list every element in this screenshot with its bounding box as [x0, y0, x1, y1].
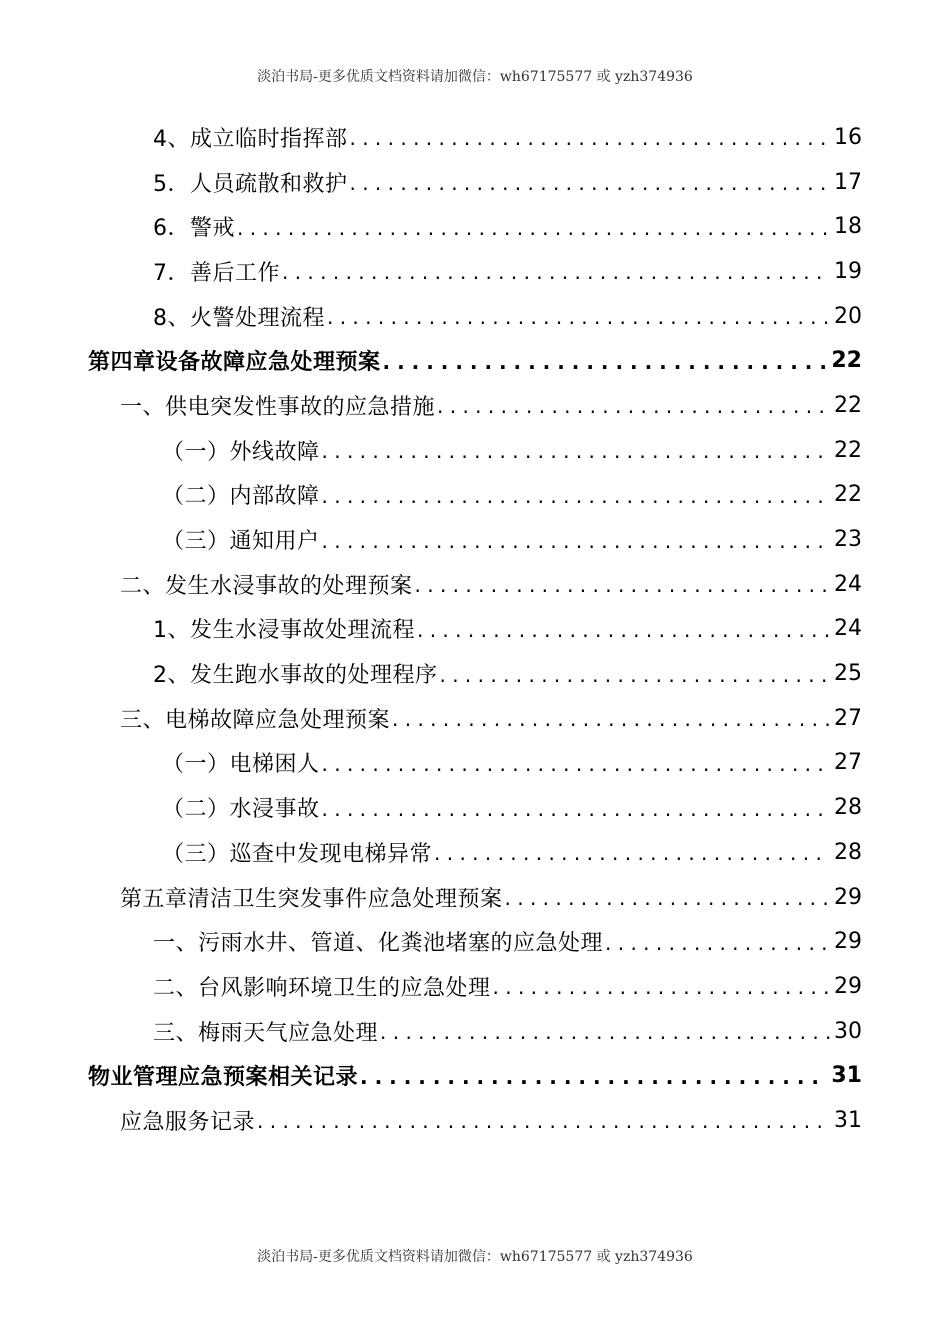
toc-dot-leader	[392, 707, 830, 731]
toc-entry-chapter[interactable]	[0, 338, 950, 383]
toc-dot-leader	[437, 394, 830, 418]
toc-entry-title: （三）通知用户	[162, 529, 320, 555]
toc-entry-title: （一）外线故障	[162, 439, 320, 465]
toc-entry-title: 二、台风影响环境卫生的应急处理	[153, 975, 491, 1001]
toc-entry[interactable]	[0, 651, 950, 696]
toc-entry-title: 应急服务记录	[120, 1109, 256, 1135]
toc-entry-title: 2、发生跑水事故的处理程序	[153, 663, 438, 689]
toc-page-number: 29	[834, 973, 862, 999]
table-of-contents	[0, 115, 950, 1143]
toc-page-number: 20	[834, 303, 862, 329]
toc-dot-leader	[605, 931, 830, 955]
toc-entry[interactable]	[0, 383, 950, 428]
toc-dot-leader	[327, 305, 830, 329]
toc-entry-chapter[interactable]	[0, 1053, 950, 1098]
toc-page-number: 29	[834, 884, 862, 910]
toc-entry-title: （三）巡查中发现电梯异常	[162, 841, 433, 867]
toc-dot-leader	[417, 618, 830, 642]
toc-entry[interactable]	[0, 607, 950, 652]
toc-entry-title: 7．善后工作	[153, 260, 280, 286]
toc-entry-title: 1、发生水浸事故处理流程	[153, 618, 415, 644]
toc-dot-leader	[505, 886, 830, 910]
toc-page-number: 22	[831, 348, 862, 374]
watermark-header: 淡泊书局-更多优质文档资料请加微信：wh67175577 或 yzh374936	[257, 69, 693, 85]
toc-entry[interactable]	[0, 562, 950, 607]
toc-dot-leader	[322, 752, 830, 776]
toc-page-number: 27	[834, 705, 862, 731]
toc-page-number: 22	[834, 482, 862, 508]
toc-entry[interactable]	[0, 919, 950, 964]
toc-page-number: 31	[834, 1107, 862, 1133]
toc-entry[interactable]	[0, 160, 950, 205]
toc-entry[interactable]	[0, 428, 950, 473]
toc-entry-title: 4、成立临时指挥部	[153, 126, 348, 152]
toc-page-number: 19	[834, 258, 862, 284]
toc-entry-title: 一、污雨水井、管道、化粪池堵塞的应急处理	[153, 931, 604, 957]
toc-page-number: 31	[831, 1063, 862, 1089]
toc-entry[interactable]	[0, 875, 950, 920]
toc-entry[interactable]	[0, 294, 950, 339]
toc-dot-leader	[434, 841, 830, 865]
toc-dot-leader	[350, 126, 831, 150]
toc-dot-leader	[322, 529, 830, 553]
toc-page-number: 16	[834, 124, 862, 150]
toc-entry-title: （二）水浸事故	[162, 797, 320, 823]
toc-entry[interactable]	[0, 1098, 950, 1143]
toc-page-number: 25	[834, 661, 862, 687]
toc-entry-title: （一）电梯困人	[162, 752, 320, 778]
toc-page-number: 27	[834, 750, 862, 776]
toc-entry-title: 一、供电突发性事故的应急措施	[120, 394, 436, 420]
toc-entry[interactable]	[0, 741, 950, 786]
toc-entry-title: 6．警戒	[153, 216, 235, 242]
toc-entry[interactable]	[0, 517, 950, 562]
toc-page-number: 28	[834, 839, 862, 865]
toc-entry-title: 5．人员疏散和救护	[153, 171, 348, 197]
toc-entry-title: 第五章清洁卫生突发事件应急处理预案	[120, 886, 503, 912]
toc-entry-title: 三、梅雨天气应急处理	[153, 1020, 379, 1046]
toc-page-number: 30	[834, 1018, 862, 1044]
toc-dot-leader	[350, 171, 831, 195]
toc-page-number: 28	[834, 795, 862, 821]
watermark-footer: 淡泊书局-更多优质文档资料请加微信：wh67175577 或 yzh374936	[257, 1249, 693, 1265]
toc-dot-leader	[237, 216, 830, 240]
toc-entry-title: 物业管理应急预案相关记录	[88, 1065, 359, 1091]
toc-dot-leader	[493, 975, 830, 999]
toc-entry-title: 第四章设备故障应急处理预案	[88, 350, 381, 376]
toc-entry-title: 8、火警处理流程	[153, 305, 325, 331]
toc-entry[interactable]	[0, 1009, 950, 1054]
toc-dot-leader	[322, 797, 830, 821]
toc-dot-leader	[380, 1020, 830, 1044]
toc-entry[interactable]	[0, 785, 950, 830]
toc-entry[interactable]	[0, 696, 950, 741]
toc-entry-title: 三、电梯故障应急处理预案	[120, 707, 391, 733]
toc-page-number: 18	[834, 214, 862, 240]
toc-dot-leader	[440, 663, 831, 687]
toc-page-number: 29	[834, 929, 862, 955]
toc-entry[interactable]	[0, 249, 950, 294]
toc-dot-leader	[257, 1109, 830, 1133]
toc-page-number: 24	[834, 571, 862, 597]
toc-page-number: 24	[834, 616, 862, 642]
toc-entry[interactable]	[0, 115, 950, 160]
toc-entry[interactable]	[0, 204, 950, 249]
toc-dot-leader	[282, 260, 830, 284]
toc-page-number: 17	[834, 169, 862, 195]
toc-entry[interactable]	[0, 830, 950, 875]
toc-entry[interactable]	[0, 964, 950, 1009]
toc-page-number: 22	[834, 392, 862, 418]
toc-dot-leader	[322, 439, 830, 463]
toc-dot-leader	[415, 573, 830, 597]
toc-page-number: 22	[834, 437, 862, 463]
toc-entry-title: 二、发生水浸事故的处理预案	[120, 573, 413, 599]
toc-dot-leader	[383, 350, 828, 374]
toc-entry[interactable]	[0, 473, 950, 518]
toc-page-number: 23	[834, 527, 862, 553]
toc-dot-leader	[322, 484, 830, 508]
toc-dot-leader	[360, 1065, 827, 1089]
toc-entry-title: （二）内部故障	[162, 484, 320, 510]
